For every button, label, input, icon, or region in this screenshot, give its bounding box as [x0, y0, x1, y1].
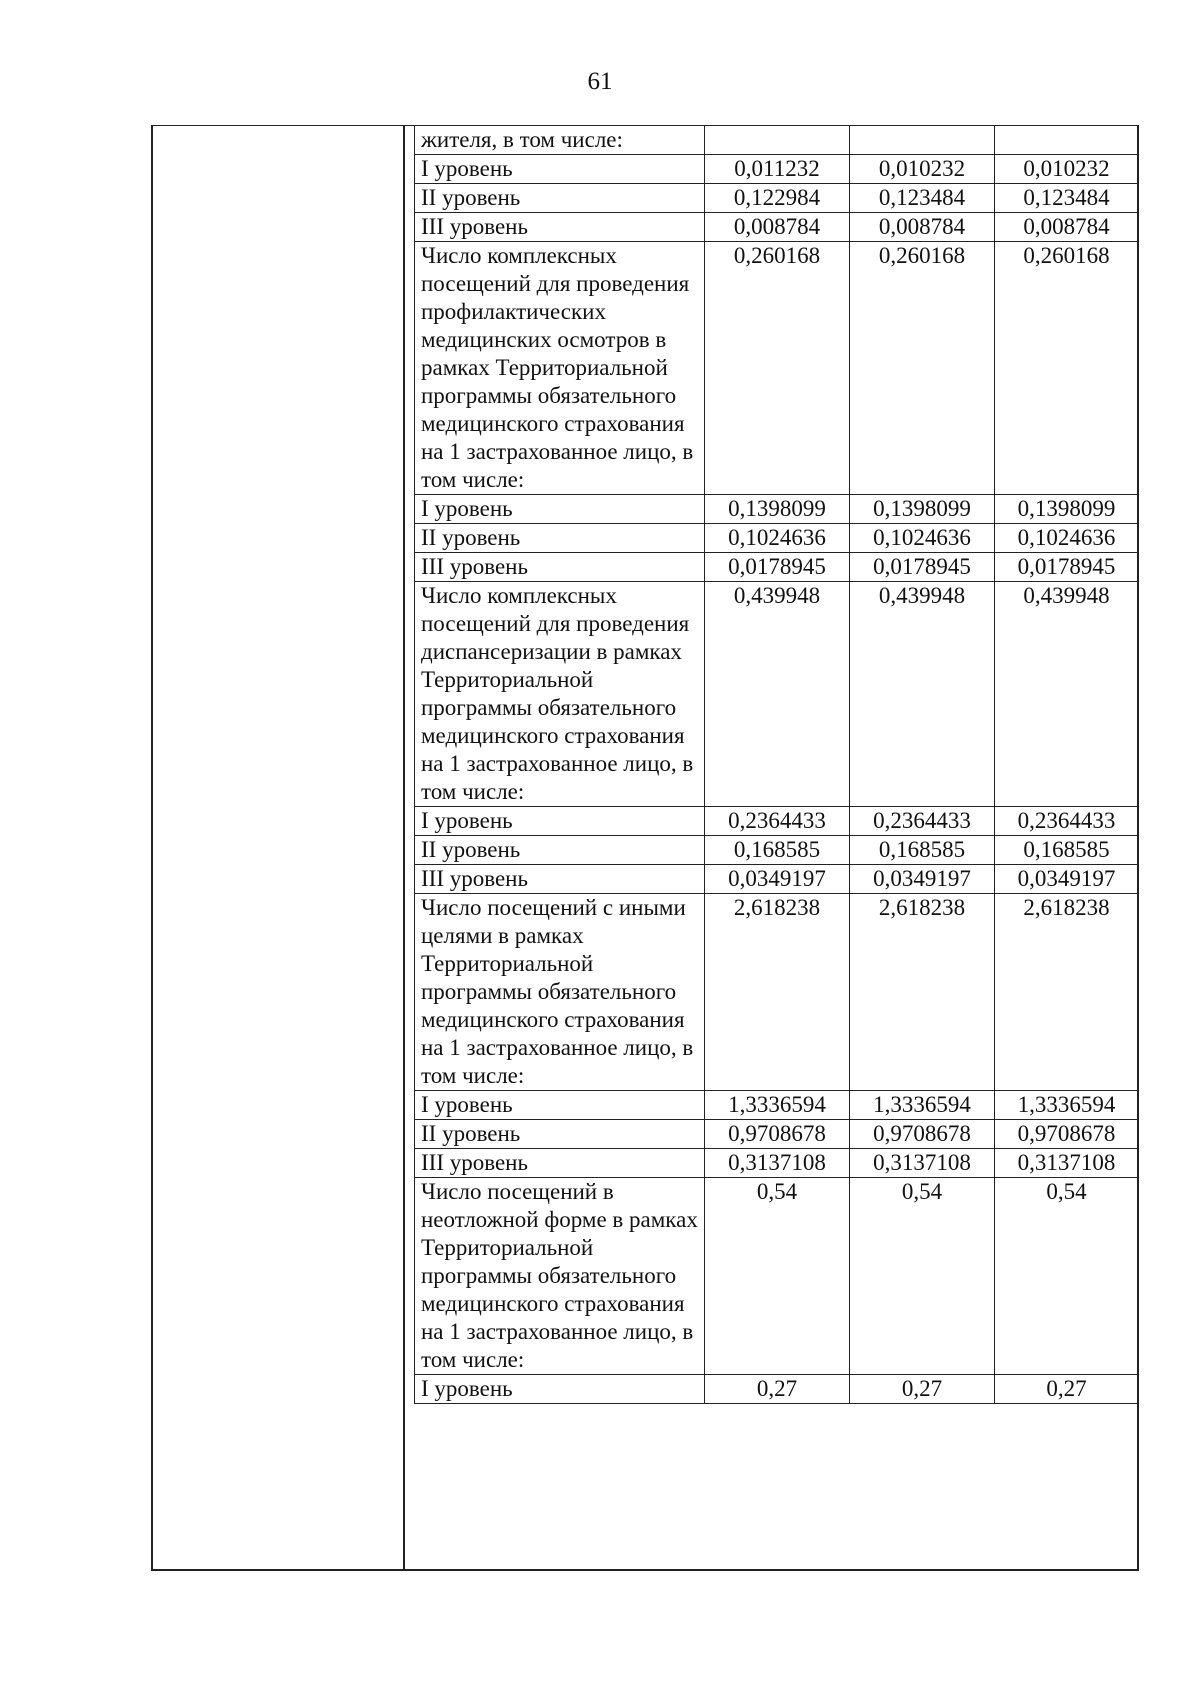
table-row	[415, 495, 1139, 524]
value-cell-2	[850, 126, 995, 155]
value-cell-2: 2,618238	[850, 894, 995, 1091]
table-row	[415, 1091, 1139, 1120]
table-row	[415, 155, 1139, 184]
row-label: I уровень	[415, 155, 705, 184]
value-cell-3: 0,168585	[995, 836, 1139, 865]
row-label: жителя, в том числе:	[415, 126, 705, 155]
value-cell-3: 0,9708678	[995, 1120, 1139, 1149]
value-cell-2: 0,260168	[850, 242, 995, 495]
row-label: Число посещений в неотложной форме в рамках Территориальной программы обязательного медицинского страхования на 1 застрахованное лицо, в том числе:	[415, 1178, 705, 1375]
indicators-table-body	[415, 126, 1139, 1404]
value-cell-2: 0,008784	[850, 213, 995, 242]
value-cell-2: 0,2364433	[850, 807, 995, 836]
row-label: III уровень	[415, 865, 705, 894]
value-cell-3: 0,54	[995, 1178, 1139, 1375]
table-row	[415, 184, 1139, 213]
value-cell-3: 0,2364433	[995, 807, 1139, 836]
left-column-separator	[403, 125, 405, 1571]
value-cell-1: 0,008784	[705, 213, 850, 242]
value-cell-3: 2,618238	[995, 894, 1139, 1091]
value-cell-3	[995, 126, 1139, 155]
value-cell-3: 0,010232	[995, 155, 1139, 184]
table-row	[415, 1375, 1139, 1404]
table-row	[415, 242, 1139, 495]
value-cell-3: 0,260168	[995, 242, 1139, 495]
indicators-table	[414, 125, 1139, 1404]
table-row	[415, 524, 1139, 553]
value-cell-1: 0,1024636	[705, 524, 850, 553]
table-row	[415, 836, 1139, 865]
value-cell-3: 0,1024636	[995, 524, 1139, 553]
row-label: II уровень	[415, 836, 705, 865]
value-cell-3: 0,0349197	[995, 865, 1139, 894]
table-row	[415, 1178, 1139, 1375]
value-cell-2: 0,010232	[850, 155, 995, 184]
table-row	[415, 126, 1139, 155]
row-label: I уровень	[415, 807, 705, 836]
table-row	[415, 1149, 1139, 1178]
value-cell-3: 0,27	[995, 1375, 1139, 1404]
row-label: Число комплексных посещений для проведения диспансеризации в рамках Территориальной программы обязательного медицинского страхования на 1 застрахованное лицо, в том числе:	[415, 582, 705, 807]
value-cell-1	[705, 126, 850, 155]
table-row	[415, 213, 1139, 242]
value-cell-3: 0,3137108	[995, 1149, 1139, 1178]
value-cell-1: 1,3336594	[705, 1091, 850, 1120]
value-cell-1: 0,011232	[705, 155, 850, 184]
row-label: Число комплексных посещений для проведения профилактических медицинских осмотров в рамках Территориальной программы обязательного медицинского страхования на 1 застрахованное лицо, в том числе:	[415, 242, 705, 495]
value-cell-1: 0,1398099	[705, 495, 850, 524]
row-label: Число посещений с иными целями в рамках Территориальной программы обязательного медицинского страхования на 1 застрахованное лицо, в том числе:	[415, 894, 705, 1091]
row-label: III уровень	[415, 213, 705, 242]
row-label: II уровень	[415, 1120, 705, 1149]
row-label: I уровень	[415, 495, 705, 524]
value-cell-3: 0,1398099	[995, 495, 1139, 524]
value-cell-2: 0,168585	[850, 836, 995, 865]
row-label: II уровень	[415, 524, 705, 553]
table-row	[415, 582, 1139, 807]
value-cell-3: 0,123484	[995, 184, 1139, 213]
table-row	[415, 894, 1139, 1091]
value-cell-2: 0,0349197	[850, 865, 995, 894]
value-cell-3: 0,0178945	[995, 553, 1139, 582]
value-cell-1: 0,168585	[705, 836, 850, 865]
table-row	[415, 1120, 1139, 1149]
value-cell-1: 0,54	[705, 1178, 850, 1375]
value-cell-2: 0,0178945	[850, 553, 995, 582]
page-number: 61	[587, 68, 613, 95]
value-cell-2: 0,1024636	[850, 524, 995, 553]
value-cell-2: 0,3137108	[850, 1149, 995, 1178]
value-cell-1: 0,122984	[705, 184, 850, 213]
table-row	[415, 807, 1139, 836]
value-cell-1: 0,3137108	[705, 1149, 850, 1178]
value-cell-3: 0,439948	[995, 582, 1139, 807]
value-cell-2: 0,123484	[850, 184, 995, 213]
row-label: III уровень	[415, 1149, 705, 1178]
value-cell-3: 1,3336594	[995, 1091, 1139, 1120]
value-cell-3: 0,008784	[995, 213, 1139, 242]
row-label: I уровень	[415, 1375, 705, 1404]
value-cell-1: 0,27	[705, 1375, 850, 1404]
value-cell-1: 2,618238	[705, 894, 850, 1091]
table-row	[415, 865, 1139, 894]
row-label: III уровень	[415, 553, 705, 582]
value-cell-1: 0,439948	[705, 582, 850, 807]
table-row	[415, 553, 1139, 582]
value-cell-2: 1,3336594	[850, 1091, 995, 1120]
value-cell-1: 0,0178945	[705, 553, 850, 582]
value-cell-1: 0,0349197	[705, 865, 850, 894]
value-cell-2: 0,54	[850, 1178, 995, 1375]
value-cell-1: 0,2364433	[705, 807, 850, 836]
value-cell-2: 0,9708678	[850, 1120, 995, 1149]
row-label: II уровень	[415, 184, 705, 213]
value-cell-2: 0,1398099	[850, 495, 995, 524]
value-cell-1: 0,260168	[705, 242, 850, 495]
value-cell-2: 0,27	[850, 1375, 995, 1404]
value-cell-1: 0,9708678	[705, 1120, 850, 1149]
value-cell-2: 0,439948	[850, 582, 995, 807]
row-label: I уровень	[415, 1091, 705, 1120]
